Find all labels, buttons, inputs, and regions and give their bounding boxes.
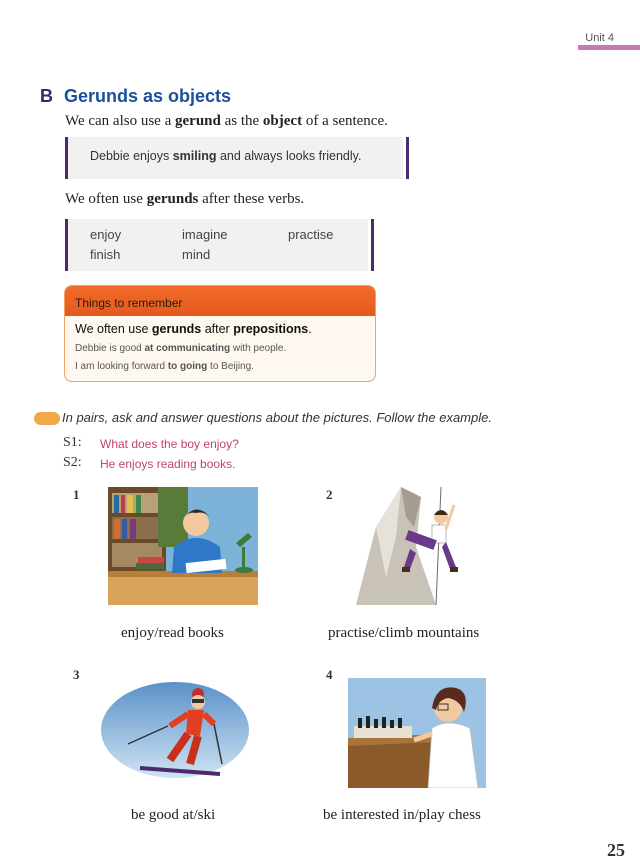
picture-caption: be interested in/play chess bbox=[323, 807, 481, 823]
picture-number: 3 bbox=[73, 667, 80, 682]
remember-heading: Things to remember bbox=[75, 296, 183, 310]
unit-color-bar bbox=[578, 45, 640, 50]
verb-item: finish bbox=[90, 247, 121, 262]
verb-item: practise bbox=[288, 227, 334, 242]
verbs-intro: We often use gerunds after these verbs. bbox=[65, 191, 305, 207]
picture-number: 1 bbox=[73, 487, 80, 502]
picture-caption: be good at/ski bbox=[131, 807, 216, 823]
section-letter: B bbox=[40, 86, 53, 106]
example-box bbox=[65, 137, 403, 179]
picture-caption: practise/climb mountains bbox=[328, 625, 480, 641]
verb-item: mind bbox=[182, 247, 211, 262]
woman-playing-chess-illustration bbox=[348, 678, 486, 788]
remember-rule: We often use gerunds after prepositions. bbox=[75, 322, 312, 336]
intro-sentence: We can also use a gerund as the object of a sentence. bbox=[65, 113, 388, 129]
unit-tag bbox=[585, 32, 614, 44]
speech-icon bbox=[34, 412, 60, 425]
unit-number: 4 bbox=[607, 32, 614, 44]
verb-item: imagine bbox=[182, 227, 228, 242]
things-to-remember-box bbox=[64, 285, 376, 382]
box-right-bar bbox=[371, 219, 374, 271]
picture-number: 2 bbox=[326, 487, 333, 502]
page-number: 25 bbox=[607, 840, 625, 860]
box-right-bar bbox=[406, 137, 409, 179]
remember-heading-bar bbox=[65, 286, 375, 316]
verbs-box bbox=[65, 219, 368, 271]
dialogue-line: He enjoys reading books. bbox=[100, 457, 236, 471]
remember-example: Debbie is good at communicating with people. bbox=[75, 343, 287, 354]
speaker-label: S1: bbox=[63, 435, 82, 450]
boy-reading-books-illustration bbox=[108, 487, 258, 605]
dialogue-line: What does the boy enjoy? bbox=[100, 437, 239, 451]
picture-number: 4 bbox=[326, 667, 333, 682]
remember-example: I am looking forward to going to Beijing. bbox=[75, 361, 254, 372]
section-title: Gerunds as objects bbox=[64, 86, 232, 106]
unit-label: Unit bbox=[585, 32, 605, 44]
example-sentence: Debbie enjoys smiling and always looks friendly. bbox=[90, 149, 362, 163]
activity-instruction: In pairs, ask and answer questions about the pictures. Follow the example. bbox=[62, 410, 492, 425]
skier-illustration bbox=[100, 680, 250, 780]
girl-climbing-mountain-illustration bbox=[346, 487, 481, 605]
speaker-label: S2: bbox=[63, 455, 82, 470]
picture-caption: enjoy/read books bbox=[121, 625, 224, 641]
verb-item: enjoy bbox=[90, 227, 122, 242]
